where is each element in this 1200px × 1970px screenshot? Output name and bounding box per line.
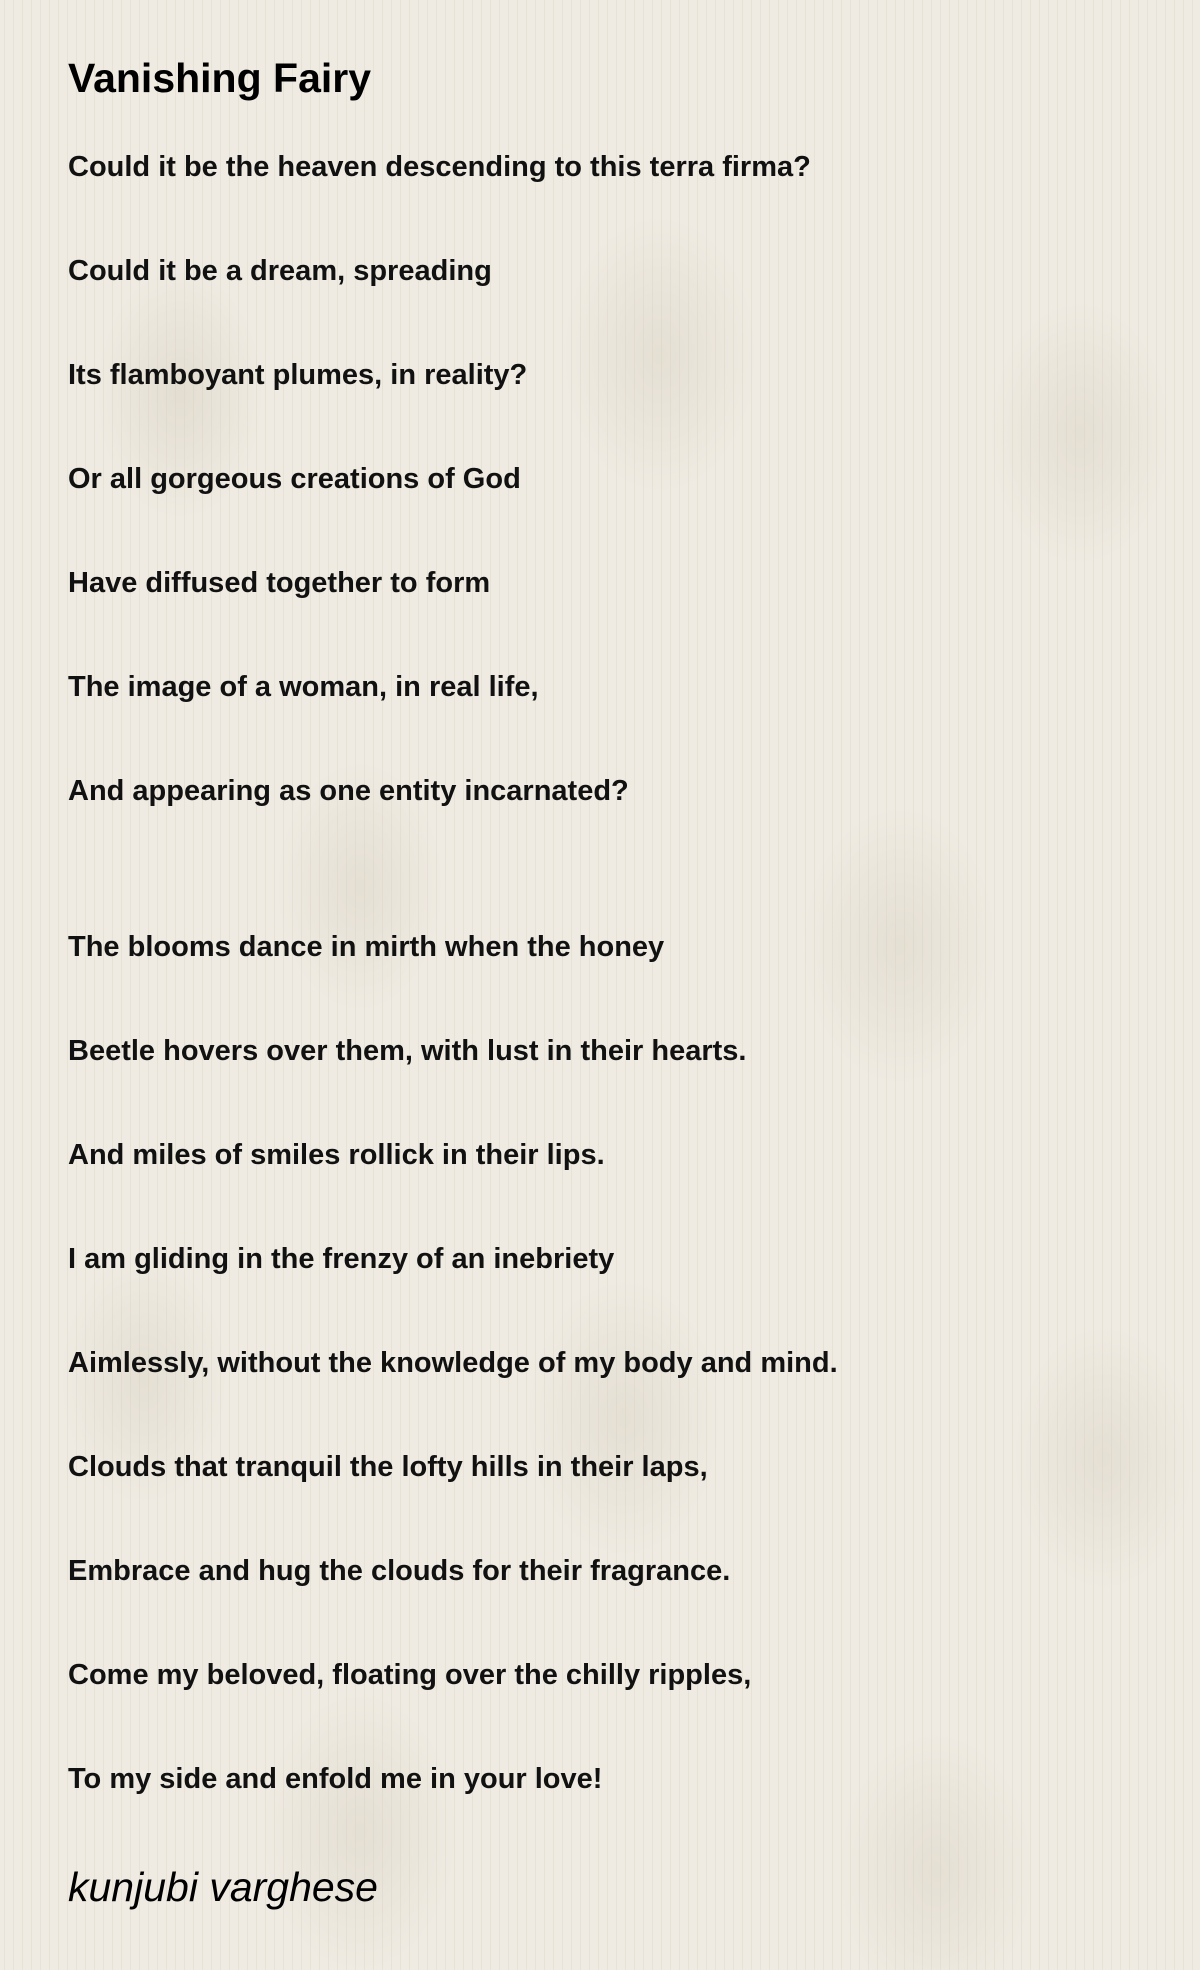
poem-line: The blooms dance in mirth when the honey xyxy=(68,931,665,963)
poem-body xyxy=(68,150,1148,1796)
poem-line: The image of a woman, in real life, xyxy=(68,671,539,703)
poem-line: Embrace and hug the clouds for their fragrance. xyxy=(68,1555,731,1587)
poem-line: Aimlessly, without the knowledge of my body and mind. xyxy=(68,1347,838,1379)
poem-line: Come my beloved, floating over the chilly ripples, xyxy=(68,1659,752,1691)
poem-line: Could it be the heaven descending to this terra firma? xyxy=(68,151,811,183)
poem-line: Could it be a dream, spreading xyxy=(68,255,492,287)
poem-line: Beetle hovers over them, with lust in their hearts. xyxy=(68,1035,747,1067)
poem-line: Or all gorgeous creations of God xyxy=(68,463,521,495)
poem-line: Clouds that tranquil the lofty hills in their laps, xyxy=(68,1451,708,1483)
poem-author: kunjubi varghese xyxy=(68,1864,378,1910)
poem-title: Vanishing Fairy xyxy=(68,55,372,101)
poem-line: And miles of smiles rollick in their lips. xyxy=(68,1139,605,1171)
poem-line: To my side and enfold me in your love! xyxy=(68,1763,603,1795)
poem-page xyxy=(68,50,1148,1912)
poem-line: Have diffused together to form xyxy=(68,567,491,599)
stanza xyxy=(68,930,1148,1796)
stanza xyxy=(68,150,1148,808)
poem-line: I am gliding in the frenzy of an inebriety xyxy=(68,1243,615,1275)
poem-line: And appearing as one entity incarnated? xyxy=(68,775,629,807)
poem-line: Its flamboyant plumes, in reality? xyxy=(68,359,528,391)
